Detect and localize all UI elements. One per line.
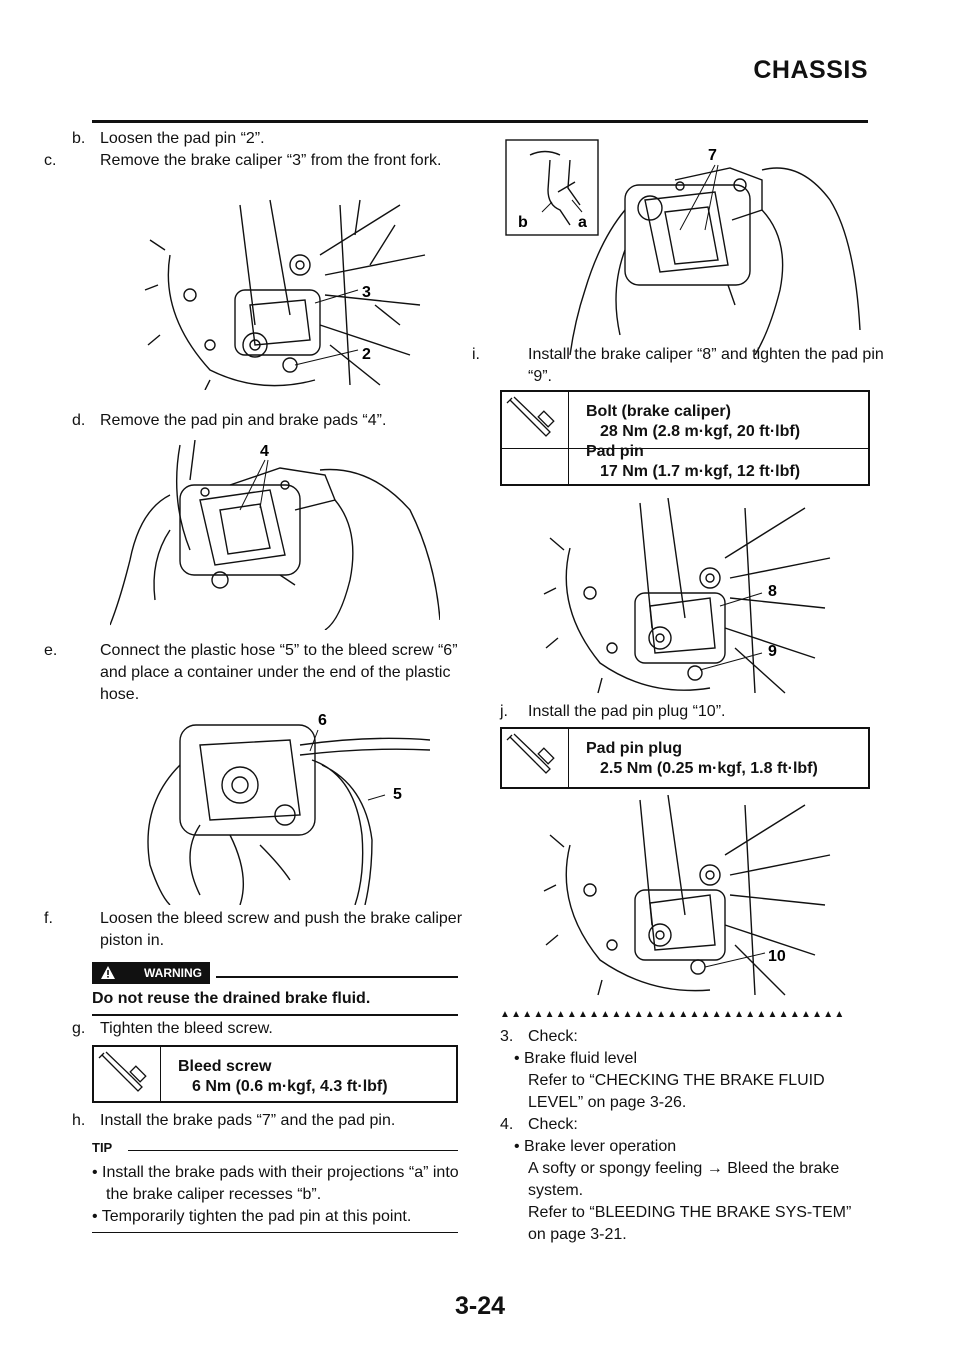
install-caliper-illustration [540,498,840,698]
spec-item-value: 6 Nm (0.6 m·kgf, 4.3 ft·lbf) [192,1078,388,1095]
warning-text: Do not reuse the drained brake fluid. [92,990,371,1007]
spec-item-value: 17 Nm (1.7 m·kgf, 12 ft·lbf) [600,463,801,480]
callout-b: b [518,214,528,231]
step-e [44,640,488,706]
step-label: j. [500,703,508,720]
warning-header [92,962,458,984]
spec-box-caliper [500,390,870,486]
remove-pads-illustration [110,440,440,630]
figure-caliper-on-fork [140,195,430,390]
tip-header [92,1139,458,1161]
step-label: b. [72,130,86,147]
warning-bottom-rule [92,1014,458,1016]
step-label: g. [72,1020,86,1037]
spec-item-value: 28 Nm (2.8 m·kgf, 20 ft·lbf) [600,423,801,440]
end-marker-triangles: ▲▲▲▲▲▲▲▲▲▲▲▲▲▲▲▲▲▲▲▲▲▲▲▲▲▲▲▲▲▲▲ [500,1009,846,1020]
step-text: Remove the brake caliper “3” from the front fork. [100,152,442,169]
check-4-bullet: • Brake lever operation [514,1138,677,1155]
tip-rule [128,1150,458,1151]
check-3-reference: Refer to “CHECKING THE BRAKE FLUID LEVEL” on page 3-26. [528,1072,825,1111]
step-label: f. [44,910,53,927]
torque-wrench-icon [94,1047,161,1101]
check-title: Check: [528,1028,578,1045]
warning-label: WARNING [144,966,202,980]
end-of-procedure-marker [500,1008,870,1022]
check-4-result: A softy or spongy feeling → Bleed the brake system. [528,1160,840,1199]
callout-a: a [578,214,587,231]
tip-bottom-rule [92,1232,458,1233]
figure-install-pads [500,130,870,355]
tip-bullet-1: • Install the brake pads with their projections “a” into the brake caliper recesses “b”. [92,1164,459,1203]
figure-pad-pin-plug [540,795,840,1000]
callout-6: 6 [318,712,327,729]
torque-wrench-icon [502,392,569,484]
step-label: h. [72,1112,86,1129]
step-text: Connect the plastic hose “5” to the bleed screw “6” and place a container under the end of the plastic hose. [100,642,458,703]
section-title: CHASSIS [753,56,868,84]
step-text: Loosen the bleed screw and push the brake caliper piston in. [100,910,463,949]
check-4 [500,1114,578,1136]
check-3-bullet: • Brake fluid level [514,1050,637,1067]
callout-7: 7 [708,147,717,164]
spec-item-name: Bolt (brake caliper) [586,403,731,420]
check-4-reference: Refer to “BLEEDING THE BRAKE SYS-TEM” on page 3-21. [528,1204,852,1243]
bleed-hose-illustration [140,705,430,905]
step-h [72,1110,395,1132]
spec-text [586,402,800,482]
tip-label: TIP [92,1140,113,1155]
spec-item-name: Pad pin plug [586,740,682,757]
header-rule [92,120,868,123]
check-number: 3. [500,1028,514,1045]
step-text: Remove the pad pin and brake pads “4”. [100,412,387,429]
step-text: Tighten the bleed screw. [100,1020,273,1037]
callout-3: 3 [362,284,371,301]
spec-text [586,739,818,779]
spec-item-name: Bleed screw [178,1058,272,1075]
step-f [44,908,488,952]
callout-2: 2 [362,346,371,363]
spec-text [178,1057,388,1097]
check-3 [500,1026,578,1048]
callout-10: 10 [768,948,786,965]
warning-badge [92,962,210,984]
caliper-on-fork-illustration [140,195,430,390]
torque-wrench-icon [502,729,569,787]
spec-item-name: Pad pin [586,443,644,460]
figure-remove-pads [110,440,440,630]
step-label: c. [44,152,57,169]
step-b [72,128,265,150]
step-j [500,701,725,723]
step-label: d. [72,412,86,429]
spec-item-value: 2.5 Nm (0.25 m·kgf, 1.8 ft·lbf) [600,760,818,777]
spec-box-pad-pin-plug [500,727,870,789]
step-c [44,150,488,172]
callout-8: 8 [768,583,777,600]
step-text: Install the brake caliper “8” and tighten the pad pin “9”. [528,346,884,385]
step-g [72,1018,273,1040]
pad-pin-plug-illustration [540,795,840,1000]
tip-bullet-2: • Temporarily tighten the pad pin at this point. [92,1208,412,1225]
step-text: Loosen the pad pin “2”. [100,130,265,147]
warning-rule [216,976,458,978]
step-text: Install the brake pads “7” and the pad pin. [100,1112,396,1129]
figure-install-caliper [540,498,840,698]
warning-triangle-icon [100,965,116,980]
callout-4: 4 [260,443,269,460]
step-d [72,410,386,432]
callout-9: 9 [768,643,777,660]
check-number: 4. [500,1116,514,1133]
page-number: 3-24 [454,1292,506,1320]
step-label: e. [44,642,58,659]
step-i [472,344,898,388]
step-text: Install the pad pin plug “10”. [528,703,726,720]
callout-5: 5 [393,786,402,803]
figure-bleed-hose [140,705,430,905]
install-pads-illustration [500,130,870,355]
spec-box-bleed-screw [92,1045,458,1103]
check-title: Check: [528,1116,578,1133]
step-label: i. [472,346,480,363]
